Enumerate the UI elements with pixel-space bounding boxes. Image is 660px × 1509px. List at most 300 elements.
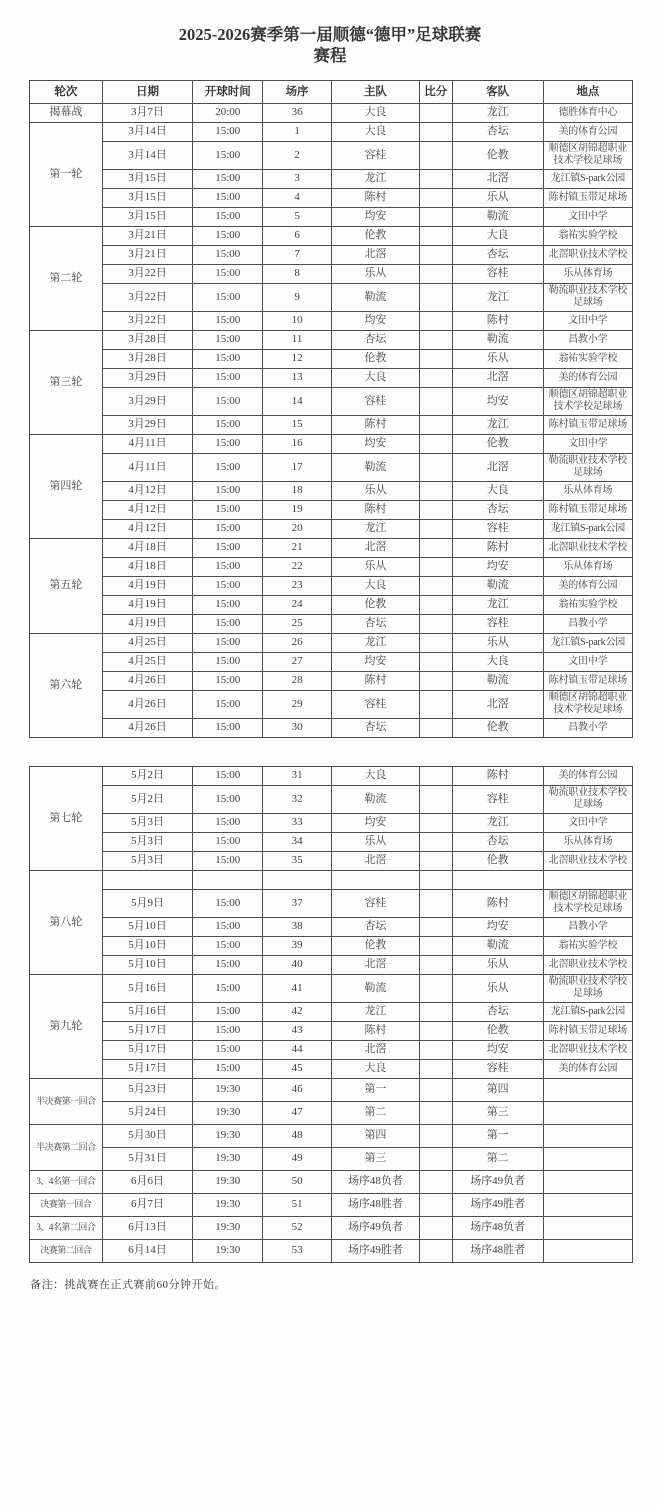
match-date: 4月19日	[102, 595, 193, 614]
score	[419, 690, 452, 718]
match-date: 4月12日	[102, 519, 193, 538]
score	[419, 1239, 452, 1262]
match-date: 5月16日	[102, 1002, 193, 1021]
kickoff-time: 15:00	[193, 500, 263, 519]
kickoff-time: 20:00	[193, 103, 263, 122]
venue: 德胜体育中心	[543, 103, 632, 122]
match-date: 5月16日	[102, 974, 193, 1002]
home-team: 容桂	[332, 387, 420, 415]
match-date: 4月18日	[102, 557, 193, 576]
kickoff-time: 15:00	[193, 330, 263, 349]
away-team: 大良	[452, 481, 543, 500]
venue: 陈村镇玉带足球场	[543, 500, 632, 519]
match-row	[30, 690, 633, 718]
kickoff-time: 15:00	[193, 264, 263, 283]
score	[419, 207, 452, 226]
venue: 翁祐实验学校	[543, 226, 632, 245]
venue: 龙江镇S-park公园	[543, 1002, 632, 1021]
round-label: 半决赛第二回合	[30, 1124, 103, 1170]
match-number: 53	[263, 1239, 332, 1262]
away-team	[452, 870, 543, 889]
match-date: 4月11日	[102, 434, 193, 453]
score	[419, 936, 452, 955]
away-team: 乐从	[452, 633, 543, 652]
home-team: 北滘	[332, 1040, 420, 1059]
match-date: 4月12日	[102, 481, 193, 500]
match-date: 4月11日	[102, 453, 193, 481]
home-team: 场序48负者	[332, 1170, 420, 1193]
match-row	[30, 851, 633, 870]
round-label: 决赛第二回合	[30, 1239, 103, 1262]
kickoff-time: 19:30	[193, 1124, 263, 1147]
kickoff-time: 15:00	[193, 226, 263, 245]
schedule-table-body-1	[30, 80, 633, 737]
home-team: 勒流	[332, 453, 420, 481]
match-number: 5	[263, 207, 332, 226]
kickoff-time: 15:00	[193, 718, 263, 737]
match-row	[30, 832, 633, 851]
venue: 顺德区胡锦超职业技术学校足球场	[543, 690, 632, 718]
score	[419, 614, 452, 633]
away-team: 容桂	[452, 614, 543, 633]
match-row	[30, 311, 633, 330]
score	[419, 576, 452, 595]
match-number	[263, 870, 332, 889]
score	[419, 1021, 452, 1040]
home-team: 场序49胜者	[332, 1239, 420, 1262]
match-row	[30, 718, 633, 737]
score	[419, 832, 452, 851]
column-header: 地点	[543, 80, 632, 103]
home-team: 伦教	[332, 595, 420, 614]
score	[419, 1124, 452, 1147]
match-date: 5月3日	[102, 813, 193, 832]
score	[419, 1101, 452, 1124]
venue	[543, 1124, 632, 1147]
match-row	[30, 415, 633, 434]
home-team: 第一	[332, 1078, 420, 1101]
match-number: 29	[263, 690, 332, 718]
kickoff-time: 15:00	[193, 368, 263, 387]
kickoff-time: 15:00	[193, 415, 263, 434]
score	[419, 813, 452, 832]
column-header: 开球时间	[193, 80, 263, 103]
home-team: 陈村	[332, 1021, 420, 1040]
home-team: 乐从	[332, 264, 420, 283]
away-team: 乐从	[452, 349, 543, 368]
venue: 勒流职业技术学校足球场	[543, 785, 632, 813]
home-team: 陈村	[332, 415, 420, 434]
score	[419, 330, 452, 349]
venue: 陈村镇玉带足球场	[543, 188, 632, 207]
match-row	[30, 1078, 633, 1101]
match-number: 16	[263, 434, 332, 453]
away-team: 北滘	[452, 453, 543, 481]
match-number: 37	[263, 889, 332, 917]
match-row	[30, 1170, 633, 1193]
away-team: 龙江	[452, 283, 543, 311]
match-date: 5月10日	[102, 917, 193, 936]
away-team: 龙江	[452, 595, 543, 614]
match-row	[30, 141, 633, 169]
kickoff-time: 15:00	[193, 245, 263, 264]
score	[419, 851, 452, 870]
home-team: 大良	[332, 368, 420, 387]
away-team: 容桂	[452, 264, 543, 283]
match-row	[30, 264, 633, 283]
match-row	[30, 671, 633, 690]
match-row	[30, 519, 633, 538]
match-row	[30, 103, 633, 122]
venue: 昌教小学	[543, 718, 632, 737]
away-team: 勒流	[452, 936, 543, 955]
score	[419, 1193, 452, 1216]
venue: 北滘职业技术学校	[543, 851, 632, 870]
away-team: 龙江	[452, 103, 543, 122]
score	[419, 557, 452, 576]
away-team: 北滘	[452, 368, 543, 387]
round-label: 决赛第一回合	[30, 1193, 103, 1216]
match-number: 44	[263, 1040, 332, 1059]
home-team: 均安	[332, 813, 420, 832]
home-team: 均安	[332, 207, 420, 226]
match-row	[30, 1216, 633, 1239]
kickoff-time: 19:30	[193, 1170, 263, 1193]
venue: 美的体育公园	[543, 122, 632, 141]
venue	[543, 1147, 632, 1170]
match-number: 52	[263, 1216, 332, 1239]
match-date: 3月28日	[102, 330, 193, 349]
match-date: 5月17日	[102, 1021, 193, 1040]
score	[419, 500, 452, 519]
home-team: 第三	[332, 1147, 420, 1170]
match-date: 6月13日	[102, 1216, 193, 1239]
kickoff-time: 15:00	[193, 785, 263, 813]
away-team: 均安	[452, 1040, 543, 1059]
home-team: 均安	[332, 434, 420, 453]
kickoff-time: 15:00	[193, 614, 263, 633]
score	[419, 387, 452, 415]
match-date: 3月22日	[102, 264, 193, 283]
match-date: 6月6日	[102, 1170, 193, 1193]
match-date: 3月15日	[102, 207, 193, 226]
away-team: 陈村	[452, 766, 543, 785]
venue: 昌教小学	[543, 614, 632, 633]
score	[419, 226, 452, 245]
match-row	[30, 576, 633, 595]
away-team: 勒流	[452, 671, 543, 690]
match-number: 12	[263, 349, 332, 368]
match-number: 32	[263, 785, 332, 813]
kickoff-time: 15:00	[193, 851, 263, 870]
kickoff-time: 15:00	[193, 434, 263, 453]
match-number: 39	[263, 936, 332, 955]
match-date: 5月9日	[102, 889, 193, 917]
column-header: 比分	[419, 80, 452, 103]
match-date: 3月21日	[102, 245, 193, 264]
away-team: 第二	[452, 1147, 543, 1170]
home-team: 乐从	[332, 557, 420, 576]
match-row	[30, 1193, 633, 1216]
venue: 北滘职业技术学校	[543, 538, 632, 557]
match-row	[30, 169, 633, 188]
match-number: 2	[263, 141, 332, 169]
home-team: 伦教	[332, 936, 420, 955]
away-team: 均安	[452, 917, 543, 936]
away-team: 杏坛	[452, 122, 543, 141]
match-row	[30, 889, 633, 917]
match-date: 5月30日	[102, 1124, 193, 1147]
away-team: 容桂	[452, 519, 543, 538]
venue: 乐从体育场	[543, 264, 632, 283]
match-date: 4月18日	[102, 538, 193, 557]
away-team: 勒流	[452, 576, 543, 595]
match-number: 13	[263, 368, 332, 387]
kickoff-time: 15:00	[193, 349, 263, 368]
kickoff-time	[193, 870, 263, 889]
venue	[543, 1216, 632, 1239]
match-row	[30, 1147, 633, 1170]
column-header: 主队	[332, 80, 420, 103]
match-row	[30, 813, 633, 832]
home-team: 乐从	[332, 832, 420, 851]
match-date: 3月28日	[102, 349, 193, 368]
score	[419, 718, 452, 737]
venue: 乐从体育场	[543, 557, 632, 576]
home-team: 场序48胜者	[332, 1193, 420, 1216]
score	[419, 870, 452, 889]
match-date: 3月15日	[102, 188, 193, 207]
venue: 顺德区胡锦超职业技术学校足球场	[543, 889, 632, 917]
match-date: 5月23日	[102, 1078, 193, 1101]
kickoff-time: 15:00	[193, 207, 263, 226]
venue	[543, 1239, 632, 1262]
match-date: 6月7日	[102, 1193, 193, 1216]
match-number: 17	[263, 453, 332, 481]
kickoff-time: 15:00	[193, 633, 263, 652]
match-number: 30	[263, 718, 332, 737]
match-row	[30, 557, 633, 576]
match-row	[30, 917, 633, 936]
schedule-table-body-2	[30, 766, 633, 1262]
match-date: 5月2日	[102, 785, 193, 813]
match-row	[30, 785, 633, 813]
match-number: 23	[263, 576, 332, 595]
match-number: 51	[263, 1193, 332, 1216]
match-date: 5月10日	[102, 936, 193, 955]
score	[419, 368, 452, 387]
match-number: 27	[263, 652, 332, 671]
score	[419, 245, 452, 264]
score	[419, 434, 452, 453]
round-label: 揭幕战	[30, 103, 103, 122]
match-number: 45	[263, 1059, 332, 1078]
kickoff-time: 19:30	[193, 1193, 263, 1216]
kickoff-time: 15:00	[193, 538, 263, 557]
match-number: 22	[263, 557, 332, 576]
away-team: 场序49负者	[452, 1170, 543, 1193]
venue: 勒流职业技术学校足球场	[543, 283, 632, 311]
match-row	[30, 122, 633, 141]
kickoff-time: 19:30	[193, 1078, 263, 1101]
home-team: 陈村	[332, 188, 420, 207]
match-number: 7	[263, 245, 332, 264]
match-date: 4月25日	[102, 633, 193, 652]
round-label: 第三轮	[30, 330, 103, 434]
kickoff-time: 15:00	[193, 169, 263, 188]
match-row	[30, 349, 633, 368]
home-team: 容桂	[332, 889, 420, 917]
table-header-row	[30, 80, 633, 103]
match-row	[30, 434, 633, 453]
kickoff-time: 15:00	[193, 481, 263, 500]
kickoff-time: 15:00	[193, 1002, 263, 1021]
away-team: 大良	[452, 652, 543, 671]
kickoff-time: 15:00	[193, 690, 263, 718]
column-header: 日期	[102, 80, 193, 103]
match-number: 48	[263, 1124, 332, 1147]
home-team: 均安	[332, 311, 420, 330]
kickoff-time: 19:30	[193, 1101, 263, 1124]
match-number: 21	[263, 538, 332, 557]
venue: 龙江镇S-park公园	[543, 633, 632, 652]
match-row	[30, 766, 633, 785]
away-team: 北滘	[452, 690, 543, 718]
match-date: 4月26日	[102, 671, 193, 690]
home-team: 陈村	[332, 500, 420, 519]
schedule-table-rounds-1-6	[29, 80, 633, 738]
match-row	[30, 652, 633, 671]
match-row	[30, 936, 633, 955]
match-date: 3月29日	[102, 415, 193, 434]
match-date: 4月19日	[102, 614, 193, 633]
round-label: 第七轮	[30, 766, 103, 870]
score	[419, 974, 452, 1002]
kickoff-time: 15:00	[193, 519, 263, 538]
score	[419, 633, 452, 652]
match-row	[30, 1239, 633, 1262]
home-team: 龙江	[332, 1002, 420, 1021]
score	[419, 122, 452, 141]
kickoff-time: 15:00	[193, 188, 263, 207]
kickoff-time: 15:00	[193, 387, 263, 415]
home-team: 场序49负者	[332, 1216, 420, 1239]
away-team: 杏坛	[452, 245, 543, 264]
match-number: 28	[263, 671, 332, 690]
venue: 翁祐实验学校	[543, 936, 632, 955]
venue: 美的体育公园	[543, 1059, 632, 1078]
venue: 陈村镇玉带足球场	[543, 415, 632, 434]
match-number: 47	[263, 1101, 332, 1124]
venue: 北滘职业技术学校	[543, 955, 632, 974]
kickoff-time: 15:00	[193, 955, 263, 974]
score	[419, 415, 452, 434]
match-date: 3月14日	[102, 141, 193, 169]
score	[419, 671, 452, 690]
venue	[543, 1193, 632, 1216]
venue: 美的体育公园	[543, 576, 632, 595]
score	[419, 453, 452, 481]
match-date: 4月26日	[102, 690, 193, 718]
match-number: 26	[263, 633, 332, 652]
away-team: 杏坛	[452, 500, 543, 519]
match-row	[30, 368, 633, 387]
away-team: 伦教	[452, 718, 543, 737]
away-team: 乐从	[452, 974, 543, 1002]
home-team: 龙江	[332, 519, 420, 538]
round-label: 第四轮	[30, 434, 103, 538]
home-team: 大良	[332, 103, 420, 122]
away-team: 第三	[452, 1101, 543, 1124]
match-number: 41	[263, 974, 332, 1002]
match-number: 43	[263, 1021, 332, 1040]
match-number: 24	[263, 595, 332, 614]
match-number: 34	[263, 832, 332, 851]
column-header: 客队	[452, 80, 543, 103]
kickoff-time: 15:00	[193, 122, 263, 141]
home-team: 勒流	[332, 283, 420, 311]
kickoff-time: 15:00	[193, 974, 263, 1002]
match-number: 46	[263, 1078, 332, 1101]
kickoff-time: 15:00	[193, 595, 263, 614]
match-number: 42	[263, 1002, 332, 1021]
match-row	[30, 330, 633, 349]
home-team: 伦教	[332, 349, 420, 368]
match-date: 5月3日	[102, 832, 193, 851]
away-team: 北滘	[452, 169, 543, 188]
schedule-table-rounds-7-finals	[29, 766, 633, 1263]
venue	[543, 870, 632, 889]
match-row	[30, 1059, 633, 1078]
match-date: 4月12日	[102, 500, 193, 519]
score	[419, 595, 452, 614]
away-team: 陈村	[452, 889, 543, 917]
home-team: 大良	[332, 576, 420, 595]
away-team: 第四	[452, 1078, 543, 1101]
venue: 乐从体育场	[543, 832, 632, 851]
score	[419, 1216, 452, 1239]
kickoff-time: 15:00	[193, 311, 263, 330]
venue: 勒流职业技术学校足球场	[543, 974, 632, 1002]
match-number: 36	[263, 103, 332, 122]
home-team: 杏坛	[332, 330, 420, 349]
round-label: 第八轮	[30, 870, 103, 974]
score	[419, 283, 452, 311]
title-line-1: 2025-2026赛季第一届顺德“德甲”足球联赛	[178, 25, 482, 44]
match-number: 10	[263, 311, 332, 330]
home-team: 龙江	[332, 169, 420, 188]
match-number: 38	[263, 917, 332, 936]
match-number: 25	[263, 614, 332, 633]
venue: 文田中学	[543, 207, 632, 226]
match-number: 14	[263, 387, 332, 415]
kickoff-time: 19:30	[193, 1216, 263, 1239]
home-team: 乐从	[332, 481, 420, 500]
round-label: 3、4名第一回合	[30, 1170, 103, 1193]
match-row	[30, 1002, 633, 1021]
round-label: 第一轮	[30, 122, 103, 226]
match-row	[30, 481, 633, 500]
kickoff-time: 15:00	[193, 1040, 263, 1059]
score	[419, 264, 452, 283]
match-row	[30, 538, 633, 557]
kickoff-time: 19:30	[193, 1147, 263, 1170]
match-number: 11	[263, 330, 332, 349]
match-date: 5月17日	[102, 1040, 193, 1059]
away-team: 陈村	[452, 311, 543, 330]
venue: 北滘职业技术学校	[543, 1040, 632, 1059]
match-date: 5月10日	[102, 955, 193, 974]
